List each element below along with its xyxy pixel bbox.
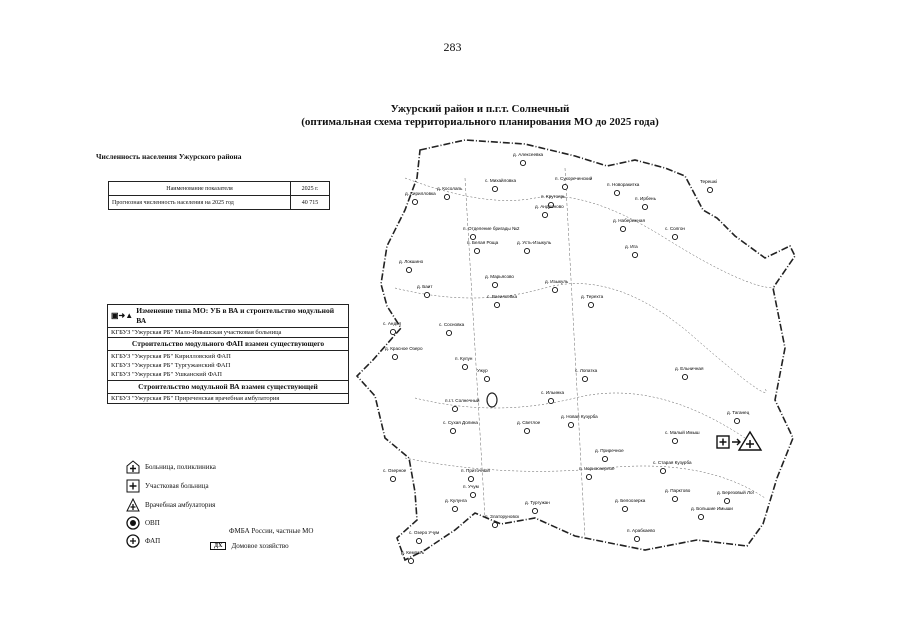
map-place <box>439 322 465 336</box>
map-place <box>625 244 638 258</box>
map-place-label: п. Арабкаево <box>627 528 656 533</box>
map-place-label: п. Черноозерное <box>579 466 615 471</box>
map-place <box>717 489 755 504</box>
map-place <box>561 414 598 428</box>
map-place-label: п. Белая Роща <box>467 240 499 245</box>
population-col-name: Наименование показателя <box>109 182 291 196</box>
map-place-label: д. Тургужан <box>525 500 550 505</box>
fap-icon <box>552 287 557 292</box>
map-place <box>595 448 624 462</box>
fap-icon <box>452 406 457 411</box>
map-place-label: д. Косолапь <box>437 186 463 191</box>
fap-icon <box>672 234 677 239</box>
map-place-label: д. Андроново <box>535 204 564 209</box>
changes-heading-3: Строительство модульной ВА взамен существующей <box>107 381 349 394</box>
district-hospital-icon <box>126 479 140 493</box>
fap-icon <box>390 476 395 481</box>
fap-icon <box>462 364 467 369</box>
map-place <box>399 259 424 273</box>
map-place <box>607 182 640 196</box>
map-place <box>443 420 478 434</box>
map-place-label: Терешкі <box>700 179 717 184</box>
hospital-icon <box>126 460 140 474</box>
fap-icon <box>520 160 525 165</box>
map-place-label: д. Таганец <box>727 410 750 415</box>
legend-district-hospital: Участковая больница <box>126 479 209 493</box>
map-place <box>525 500 550 514</box>
fap-icon <box>614 190 619 195</box>
district-map <box>345 138 805 578</box>
district-boundary <box>357 140 795 560</box>
map-place <box>665 226 685 240</box>
map-place <box>700 179 717 193</box>
map-place <box>477 368 490 382</box>
population-table <box>108 181 330 210</box>
map-place-label: п. Крутоярь <box>541 194 566 199</box>
map-place-label: д. Терехта <box>581 294 604 299</box>
map-place-label: п. Златоруновск <box>485 514 520 519</box>
legend-fap: ФАП <box>126 534 160 548</box>
map-place-label: д. Набережная <box>613 218 645 223</box>
map-place-label: д. Новая Кузурба <box>561 414 598 419</box>
map-place <box>445 397 480 412</box>
fap-icon <box>548 398 553 403</box>
map-place <box>691 506 733 520</box>
change-marker <box>717 432 761 450</box>
map-place-label: п. Кулун <box>455 356 473 361</box>
map-place <box>555 175 593 190</box>
fap-icon <box>450 428 455 433</box>
fap-icon <box>562 184 567 189</box>
changes-row-1: КГБУЗ "Ужурская РБ" Мало-Имышская участковая больница <box>107 328 349 338</box>
map-place <box>455 356 473 370</box>
map-place-label: д. Красное Озеро <box>385 346 423 351</box>
map-place-label: д. Белоозерка <box>615 498 646 503</box>
fap-icon <box>392 354 397 359</box>
fap-icon <box>444 194 449 199</box>
map-place-label: с. Сухая Долина <box>443 420 478 425</box>
lake <box>487 393 497 407</box>
map-place-label: п. Приточный <box>461 468 490 473</box>
map-place <box>461 467 490 482</box>
map-place-label: д. Кемпать <box>401 550 425 555</box>
fap-icon <box>672 496 677 501</box>
map-place <box>445 498 467 512</box>
map-place-label: с. Сосновка <box>439 322 465 327</box>
fap-icon <box>734 418 739 423</box>
map-place-label: д. Кулунга <box>445 498 467 503</box>
map-place <box>541 390 564 404</box>
fap-icon <box>126 534 140 548</box>
ambulatory-icon <box>126 498 140 512</box>
title-line-2: (оптимальная схема территориального планирования МО до 2025 года) <box>301 116 659 128</box>
map-place <box>675 366 704 380</box>
fap-icon <box>724 498 729 503</box>
map-place <box>383 321 402 335</box>
fap-icon <box>452 506 457 511</box>
fap-icon <box>494 302 499 307</box>
map-place <box>383 468 407 482</box>
map-place <box>485 274 514 288</box>
map-place-label: д. Локшино <box>399 259 424 264</box>
fap-icon <box>622 506 627 511</box>
fap-icon <box>582 376 587 381</box>
map-place-label: с. Старая Кузурба <box>653 460 692 465</box>
map-place-label: п. Учум <box>463 484 479 489</box>
page-number: 283 <box>443 40 462 54</box>
map-place-label: д. Березовый Лог <box>717 490 755 495</box>
fap-icon <box>492 186 497 191</box>
map-place-label: д. Баит <box>417 284 433 289</box>
map-place <box>575 368 598 382</box>
map-place-label: Ужур <box>477 368 488 373</box>
legend-home: ДХ Домовое хозяйство <box>210 542 289 550</box>
map-place <box>417 284 433 298</box>
fap-icon <box>470 234 475 239</box>
page-title <box>180 103 780 129</box>
map-place-label: д. Изыкуль <box>545 279 569 284</box>
changes-row-2c: КГБУЗ "Ужурская РБ" Ушканский ФАП <box>111 371 222 378</box>
fap-icon <box>620 226 625 231</box>
map-place-label: с. Лопатка <box>575 368 598 373</box>
map-place <box>463 226 520 240</box>
map-place <box>401 550 425 564</box>
map-place-label: с. Озерное <box>383 468 407 473</box>
legend-fmba: ФМБА России, частные МО <box>229 527 314 535</box>
map-place-label: с. Михайловка <box>485 178 517 183</box>
map-place-label: д. Алексеевка <box>513 152 544 157</box>
fap-icon <box>424 292 429 297</box>
fap-icon <box>698 514 703 519</box>
map-place <box>385 346 423 360</box>
map-place <box>517 420 541 434</box>
map-place <box>613 218 645 232</box>
fap-icon <box>568 422 573 427</box>
map-place-label: д. Усть-Изыкуль <box>517 240 552 245</box>
fap-icon <box>660 468 665 473</box>
fap-icon <box>588 302 593 307</box>
map-place <box>579 466 615 480</box>
population-row-name: Прогнозная численность населения на 2025 год <box>109 196 291 210</box>
map-place <box>635 196 657 210</box>
map-place-label: с. Малый Имыш <box>665 430 700 435</box>
map-place <box>665 429 700 444</box>
population-col-year: 2025 г. <box>291 182 330 196</box>
fap-icon <box>532 508 537 513</box>
map-place-label: п. Сухореченский <box>555 176 593 181</box>
fap-icon <box>524 428 529 433</box>
map-place-label: п. Отделение бригады №2 <box>463 226 520 231</box>
map-place-label: п.г.т. Солнечный <box>445 398 480 403</box>
fap-icon <box>474 248 479 253</box>
map-place-label: д. Парктово <box>665 488 691 493</box>
fap-icon <box>406 267 411 272</box>
map-place-label: с. Васильевка <box>487 294 518 299</box>
map-place-label: с. Андол <box>383 321 402 326</box>
changes-legend <box>107 304 349 404</box>
map-place <box>463 484 479 498</box>
changes-row-3: КГБУЗ "Ужурская РБ" Приреченская врачебная амбулатория <box>107 394 349 404</box>
map-place <box>487 294 518 308</box>
map-place <box>581 294 604 308</box>
map-place-label: д. Приречное <box>595 448 624 453</box>
map-place <box>485 177 516 192</box>
fap-icon <box>446 330 451 335</box>
fap-icon <box>542 212 547 217</box>
map-place-label: с. Озеро Учум <box>409 530 440 535</box>
legend-ovp: ОВП <box>126 516 160 530</box>
map-place <box>615 498 646 512</box>
fap-icon <box>416 538 421 543</box>
map-place <box>467 240 499 254</box>
map-place <box>437 186 463 200</box>
title-line-1: Ужурский район и п.г.т. Солнечный <box>390 103 570 115</box>
map-place <box>485 514 520 528</box>
home-icon: ДХ <box>210 542 226 550</box>
map-place-label: д. Кирилловка <box>405 191 436 196</box>
fap-icon <box>602 456 607 461</box>
fap-icon <box>492 522 497 527</box>
hospital-arrow-ambulatory-icon: ▣➜▲ <box>111 311 134 320</box>
changes-row-2b: КГБУЗ "Ужурская РБ" Тургужанский ФАП <box>111 362 231 369</box>
fap-icon <box>408 558 413 563</box>
map-place <box>535 204 564 218</box>
changes-heading-2: Строительство модульного ФАП взамен существующего <box>107 338 349 351</box>
changes-heading-1: Изменение типа МО: УБ в ВА и строительство модульной ВА <box>136 306 335 325</box>
fap-icon <box>682 374 687 379</box>
legend-hospital: Больница, поликлиника <box>126 460 216 474</box>
population-heading: Численность населения Ужурского района <box>96 152 242 161</box>
fap-icon <box>632 252 637 257</box>
population-row-value: 40 715 <box>291 196 330 210</box>
map-place <box>517 240 552 254</box>
map-place-label: п. Ирбень <box>635 196 656 201</box>
map-place <box>409 530 439 544</box>
fap-icon <box>524 248 529 253</box>
map-place <box>665 488 691 502</box>
legend-ambulatory: Врачебная амбулатория <box>126 498 215 512</box>
fap-icon <box>470 492 475 497</box>
fap-icon <box>707 187 712 192</box>
map-place-label: д. Марьясово <box>485 274 514 279</box>
fap-icon <box>390 329 395 334</box>
map-place-label: с. Солгон <box>665 226 685 231</box>
fap-icon <box>484 376 489 381</box>
map-place <box>545 279 569 293</box>
fap-icon <box>672 438 677 443</box>
map-place <box>627 528 655 542</box>
fap-icon <box>492 282 497 287</box>
map-place-label: п. Новоракитка <box>607 182 640 187</box>
map-place-label: д. Светлое <box>517 420 541 425</box>
fap-icon <box>642 204 647 209</box>
changes-row-2a: КГБУЗ "Ужурская РБ" Кирилловский ФАП <box>111 353 231 360</box>
map-place <box>513 152 544 166</box>
map-place-label: д. Ига <box>625 244 638 249</box>
fap-icon <box>412 199 417 204</box>
map-place <box>653 460 692 474</box>
fap-icon <box>634 536 639 541</box>
map-place-label: д. Большие Имыши <box>691 506 733 511</box>
map-place <box>727 410 750 424</box>
fap-icon <box>468 476 473 481</box>
ovp-icon <box>126 516 140 530</box>
map-place-label: д. Ельничная <box>675 366 704 371</box>
map-place-label: с. Ильинка <box>541 390 564 395</box>
fap-icon <box>586 474 591 479</box>
